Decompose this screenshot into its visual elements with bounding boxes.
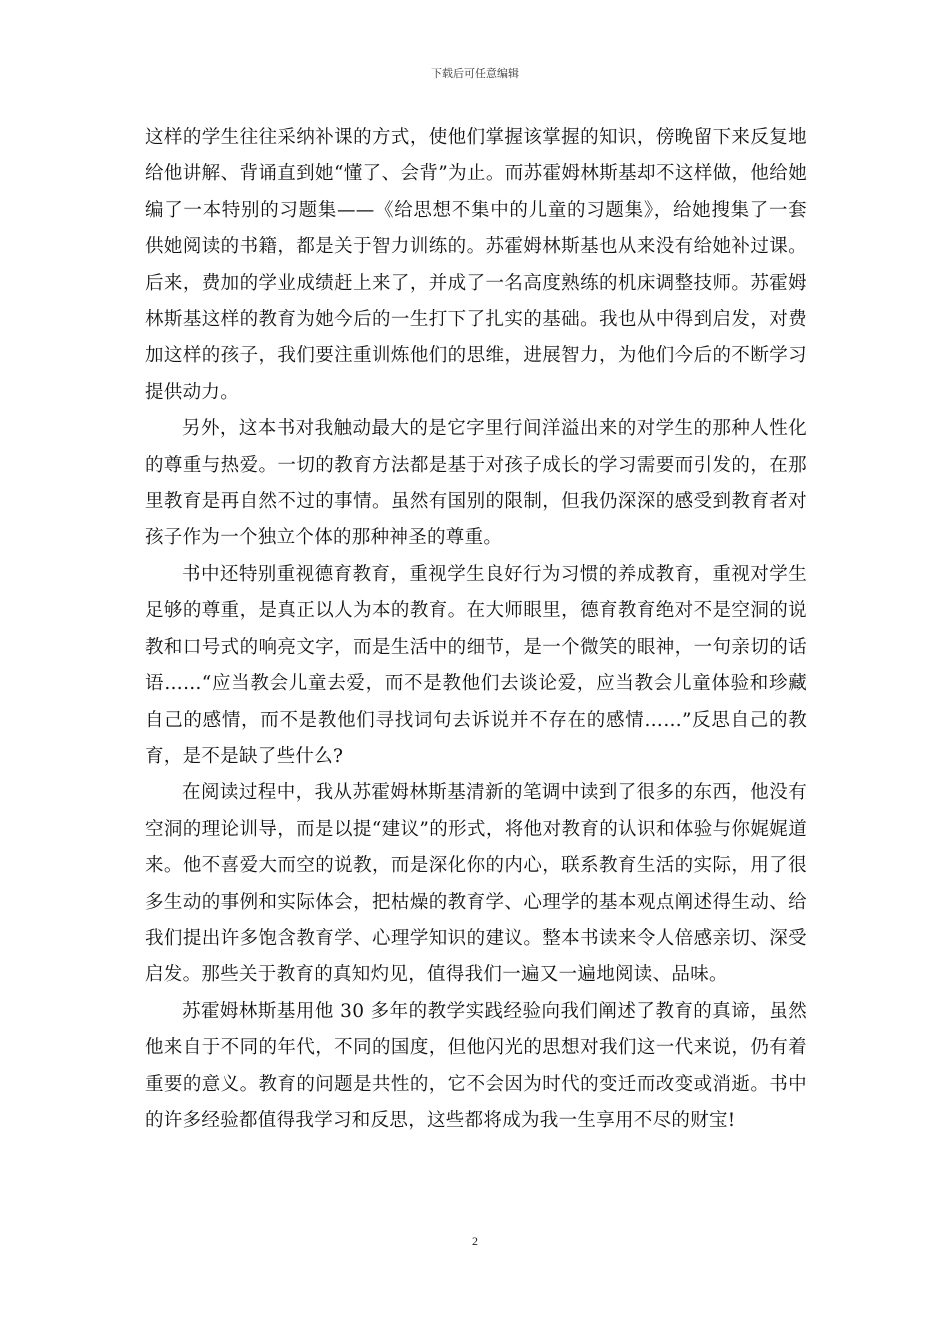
- document-body: [145, 120, 807, 1139]
- page-header: 下载后可任意编辑: [431, 67, 519, 80]
- paragraph: 在阅读过程中，我从苏霍姆林斯基清新的笔调中读到了很多的东西，他没有空洞的理论训导，而是以提“建议”的形式，将他对教育的认识和体验与你娓娓道来。他不喜爱大而空的说教，而是深化你的内心，联系教育生活的实际，用了很多生动的事例和实际体会，把枯燥的教育学、心理学的基本观点阐述得生动、给我们提出许多饱含教育学、心理学知识的建议。整本书读来令人倍感亲切、深受启发。那些关于教育的真知灼见，值得我们一遍又一遍地阅读、品味。: [145, 782, 807, 986]
- page-number: 2: [472, 1234, 478, 1248]
- paragraph: 另外，这本书对我触动最大的是它字里行间洋溢出来的对学生的那种人性化的尊重与热爱。一切的教育方法都是基于对孩子成长的学习需要而引发的，在那里教育是再自然不过的事情。虽然有国别的限制，但我仍深深的感受到教育者对孩子作为一个独立个体的那种神圣的尊重。: [145, 418, 807, 549]
- paragraph: 书中还特别重视德育教育，重视学生良好行为习惯的养成教育，重视对学生足够的尊重，是真正以人为本的教育。在大师眼里，德育教育绝对不是空洞的说教和口号式的响亮文字，而是生活中的细节，是一个微笑的眼神，一句亲切的话语……“应当教会儿童去爱，而不是教他们去谈论爱，应当教会儿童体验和珍藏自己的感情，而不是教他们寻找词句去诉说并不存在的感情……”反思自己的教育，是不是缺了些什么?: [145, 563, 807, 767]
- paragraph: 苏霍姆林斯基用他 30 多年的教学实践经验向我们阐述了教育的真谛，虽然他来自于不同的年代，不同的国度，但他闪光的思想对我们这一代来说，仍有着重要的意义。教育的问题是共性的，它不会因为时代的变迁而改变或消逝。书中的许多经验都值得我学习和反思，这些都将成为我一生享用不尽的财宝!: [145, 1000, 807, 1131]
- paragraph-continuation: 这样的学生往往采纳补课的方式，使他们掌握该掌握的知识，傍晚留下来反复地给他讲解、背诵直到她“懂了、会背”为止。而苏霍姆林斯基却不这样做，他给她编了一本特别的习题集——《给思想不集中的儿童的习题集》，给她搜集了一套供她阅读的书籍，都是关于智力训练的。苏霍姆林斯基也从来没有给她补过课。后来，费加的学业成绩赶上来了，并成了一名高度熟练的机床调整技师。苏霍姆林斯基这样的教育为她今后的一生打下了扎实的基础。我也从中得到启发，对费加这样的孩子，我们要注重训炼他们的思维，进展智力，为他们今后的不断学习提供动力。: [145, 127, 807, 403]
